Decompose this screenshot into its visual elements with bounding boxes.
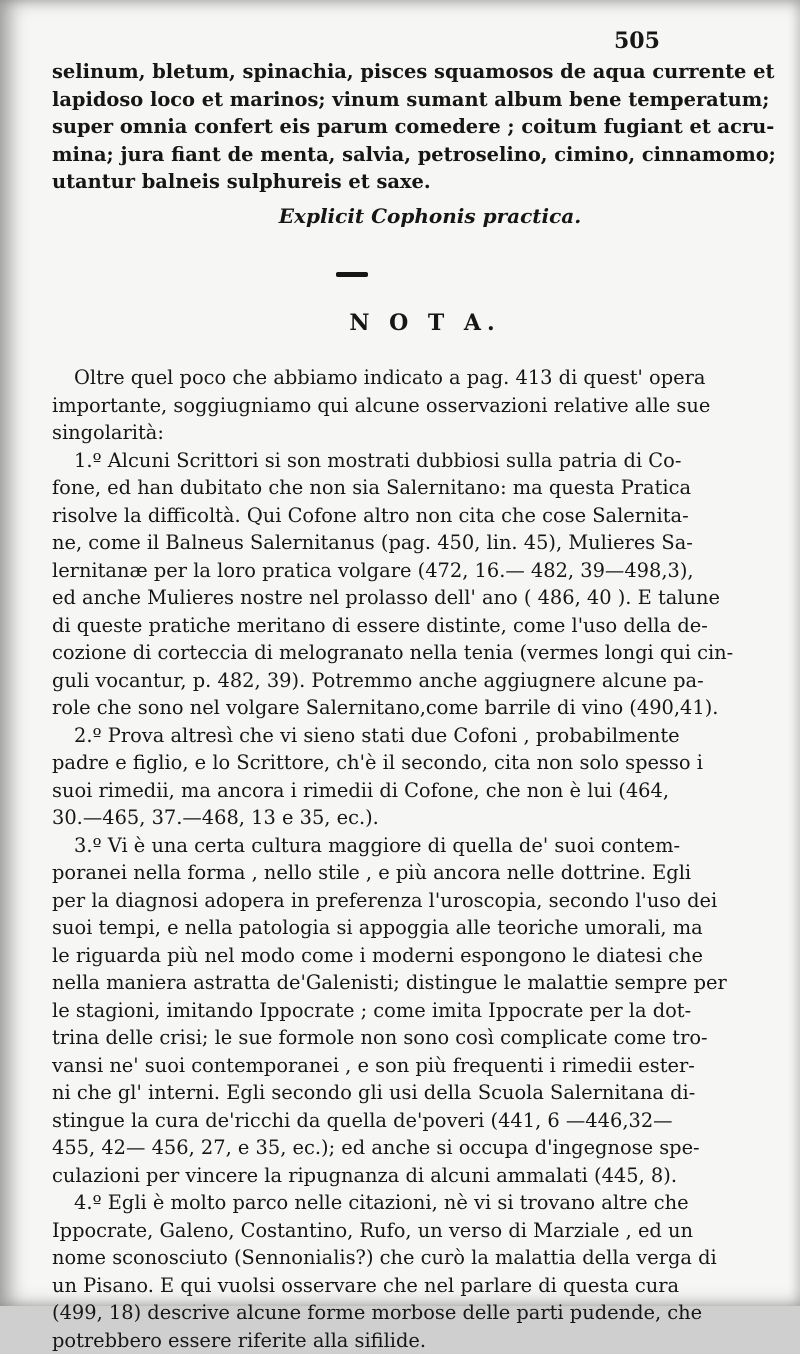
text-line: culazioni per vincere la ripugnanza di alcuni ammalati (445, 8). (52, 1162, 674, 1190)
text-line: un Pisano. E qui vuolsi osservare che nel parlare di questa cura (52, 1272, 674, 1300)
top-paragraph (52, 58, 674, 196)
text-line: suoi rimedii, ma ancora i rimedii di Cofone, che non è lui (464, (52, 777, 674, 805)
text-line: suoi tempi, e nella patologia si appoggia alle teoriche umorali, ma (52, 914, 674, 942)
text-line: fone, ed han dubitato che non sia Salernitano: ma questa Pratica (52, 474, 674, 502)
text-line: per la diagnosi adopera in preferenza l'uroscopia, secondo l'uso dei (52, 887, 674, 915)
text-line: padre e figlio, e lo Scrittore, ch'è il secondo, cita non solo spesso i (52, 749, 674, 777)
text-line: ed anche Mulieres nostre nel prolasso dell' ano ( 486, 40 ). E talune (52, 584, 674, 612)
note-item-1 (52, 447, 674, 722)
text-line: 3.º Vi è una certa cultura maggiore di quella de' suoi contem- (52, 832, 674, 860)
explicit-line: Explicit Cophonis practica. (0, 204, 800, 228)
text-line: mina; jura fiant de menta, salvia, petroselino, cimino, cinnamomo; (52, 141, 674, 169)
text-line: poranei nella forma , nello stile , e più ancora nelle dottrine. Egli (52, 859, 674, 887)
text-line: ni che gl' interni. Egli secondo gli usi della Scuola Salernitana di- (52, 1079, 674, 1107)
text-line: role che sono nel volgare Salernitano,come barrile di vino (490,41). (52, 694, 674, 722)
note-item-3 (52, 832, 674, 1190)
text-line: 2.º Prova altresì che vi sieno stati due Cofoni , probabilmente (52, 722, 674, 750)
text-line: nome sconosciuto (Sennonialis?) che curò la malattia della verga di (52, 1244, 674, 1272)
intro-paragraph (52, 364, 674, 447)
notes-body (52, 364, 674, 1354)
section-divider (336, 272, 368, 277)
text-line: 455, 42— 456, 27, e 35, ec.); ed anche si occupa d'ingegnose spe- (52, 1134, 674, 1162)
text-line: importante, soggiugniamo qui alcune osservazioni relative alle sue (52, 392, 674, 420)
section-heading: N O T A. (0, 310, 800, 336)
text-line: cozione di corteccia di melogranato nella tenia (vermes longi qui cin- (52, 639, 674, 667)
text-line: lernitanæ per la loro pratica volgare (472, 16.— 482, 39—498,3), (52, 557, 674, 585)
text-line: selinum, bletum, spinachia, pisces squamosos de aqua currente et (52, 58, 674, 86)
text-line: vansi ne' suoi contemporanei , e son più frequenti i rimedii ester- (52, 1052, 674, 1080)
text-line: super omnia confert eis parum comedere ; coitum fugiant et acru- (52, 113, 674, 141)
note-item-2 (52, 722, 674, 832)
text-line: ne, come il Balneus Salernitanus (pag. 450, lin. 45), Mulieres Sa- (52, 529, 674, 557)
text-line: stingue la cura de'ricchi da quella de'poveri (441, 6 —446,32— (52, 1107, 674, 1135)
text-line: Oltre quel poco che abbiamo indicato a pag. 413 di quest' opera (52, 364, 674, 392)
text-line: 1.º Alcuni Scrittori si son mostrati dubbiosi sulla patria di Co- (52, 447, 674, 475)
text-line: nella maniera astratta de'Galenisti; distingue le malattie sempre per (52, 969, 674, 997)
text-line: singolarità: (52, 419, 674, 447)
note-item-4 (52, 1189, 674, 1354)
page-number: 505 (614, 28, 660, 54)
text-line: trina delle crisi; le sue formole non sono così complicate come tro- (52, 1024, 674, 1052)
text-line: potrebbero essere riferite alla sifilide. (52, 1327, 674, 1354)
text-line: 4.º Egli è molto parco nelle citazioni, nè vi si trovano altre che (52, 1189, 674, 1217)
text-line: guli vocantur, p. 482, 39). Potremmo anche aggiugnere alcune pa- (52, 667, 674, 695)
text-line: lapidoso loco et marinos; vinum sumant album bene temperatum; (52, 86, 674, 114)
text-line: 30.—465, 37.—468, 13 e 35, ec.). (52, 804, 674, 832)
text-line: utantur balneis sulphureis et saxe. (52, 168, 674, 196)
text-line: le stagioni, imitando Ippocrate ; come imita Ippocrate per la dot- (52, 997, 674, 1025)
text-line: Ippocrate, Galeno, Costantino, Rufo, un verso di Marziale , ed un (52, 1217, 674, 1245)
text-line: di queste pratiche meritano di essere distinte, come l'uso della de- (52, 612, 674, 640)
text-line: le riguarda più nel modo come i moderni espongono le diatesi che (52, 942, 674, 970)
text-line: (499, 18) descrive alcune forme morbose delle parti pudende, che (52, 1299, 674, 1327)
text-line: risolve la difficoltà. Qui Cofone altro non cita che cose Salernita- (52, 502, 674, 530)
